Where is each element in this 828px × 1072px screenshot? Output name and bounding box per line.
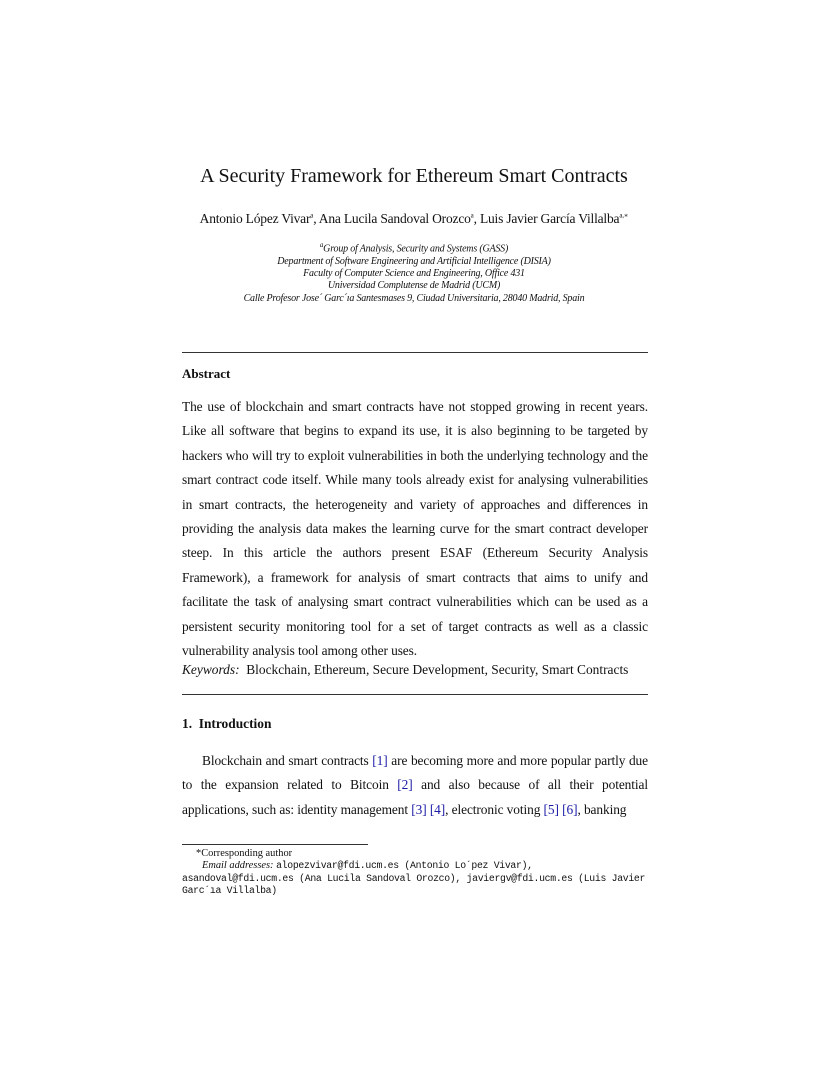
affiliation-line: Universidad Complutense de Madrid (UCM)	[327, 280, 501, 292]
abstract-top-rule	[182, 352, 648, 353]
affiliation-line: Group of Analysis, Security and Systems (GASS)	[323, 243, 509, 255]
citation-link[interactable]: [4]	[429, 801, 446, 817]
paper-title: A Security Framework for Ethereum Smart Contracts	[200, 165, 628, 187]
email-owner: (Luis Javier Garc´ıa Villalba)	[182, 872, 646, 897]
section-heading: 1. Introduction	[182, 716, 272, 731]
keywords-line	[182, 662, 648, 678]
author-name: Luis Javier García Villalba	[479, 211, 620, 226]
text-run: Blockchain and smart contracts	[202, 753, 373, 768]
author-list: Antonio López Vivar$^a$, Ana Lucila Sandoval Orozco$^a$, Luis Javier García Villalba$^{a,∗}$	[199, 211, 629, 226]
text-run: , banking	[577, 801, 627, 817]
affiliation-mark: a	[319, 241, 324, 249]
abstract-text: The use of blockchain and smart contracts have not stopped growing in recent years. Like all software that begins to expand its use, it is also beginning to be targeted by hackers who will try to exploit vulnerabilities in both the underlying technology and the smart contract code itself. While many tools already exist for analysing vulnerabilities in smart contracts, the heterogeneity and variety of approaches and differences in providing the analysis data makes the learning curve for the smart contract developer steep. In this article the authors present ESAF (Ethereum Security Analysis Framework), a framework for analysis of smart contracts that aims to unify and facilitate the task of analysing smart contract vulnerabilities which can be used as a persistent security monitoring tool for a set of target contracts as well as a classic vulnerability analysis tool among other uses.	[182, 399, 648, 659]
affiliation-block	[0, 239, 828, 305]
text-run: , electronic voting	[445, 801, 544, 817]
citation-link[interactable]: [3]	[411, 801, 427, 817]
text-run: are becoming more and more popular partly due to the expansion related to Bitcoin	[182, 753, 648, 793]
footnote-rule	[182, 844, 368, 845]
citation-link[interactable]: [2]	[397, 777, 413, 793]
citation-link[interactable]: [6]	[562, 801, 578, 817]
email-address[interactable]: alopezvivar@fdi.ucm.es	[276, 860, 399, 872]
citation-link[interactable]: [5]	[543, 801, 559, 817]
keywords-text: Blockchain, Ethereum, Secure Development, Security, Smart Contracts	[246, 662, 629, 677]
email-owner: (Ana Lucila Sandoval Orozco),	[293, 872, 467, 884]
citation-link[interactable]: [1]	[372, 753, 388, 768]
corresponding-author-note: *Corresponding author	[196, 848, 293, 859]
author-mark: a	[310, 211, 314, 220]
abstract-bottom-rule	[182, 694, 648, 695]
keywords-label: Keywords:	[182, 662, 240, 677]
author-name: Antonio López Vivar	[199, 211, 311, 226]
affiliation-line: Faculty of Computer Science and Engineering, Office 431	[303, 267, 525, 279]
abstract-heading: Abstract	[182, 366, 231, 381]
email-owner: (Antonio Lo´pez Vivar),	[398, 860, 533, 872]
introduction-paragraph	[182, 749, 648, 822]
footnote	[182, 848, 648, 898]
author-name: Ana Lucila Sandoval Orozco	[318, 211, 471, 226]
author-mark: a,∗	[619, 211, 629, 220]
email-address[interactable]: javiergv@fdi.ucm.es	[466, 872, 573, 884]
affiliation-line: Calle Profesor Jose´ Garc´ıa Santesmases 9, Ciudad Universitaria, 28040 Madrid, Spain	[243, 292, 585, 304]
email-address[interactable]: asandoval@fdi.ucm.es	[182, 872, 294, 884]
author-mark: a	[470, 211, 474, 220]
affiliation-line: Department of Software Engineering and Artificial Intelligence (DISIA)	[277, 255, 551, 267]
text-run: and also because of all their potential applications, such as: identity management	[182, 777, 648, 817]
email-label: Email addresses:	[202, 860, 274, 872]
